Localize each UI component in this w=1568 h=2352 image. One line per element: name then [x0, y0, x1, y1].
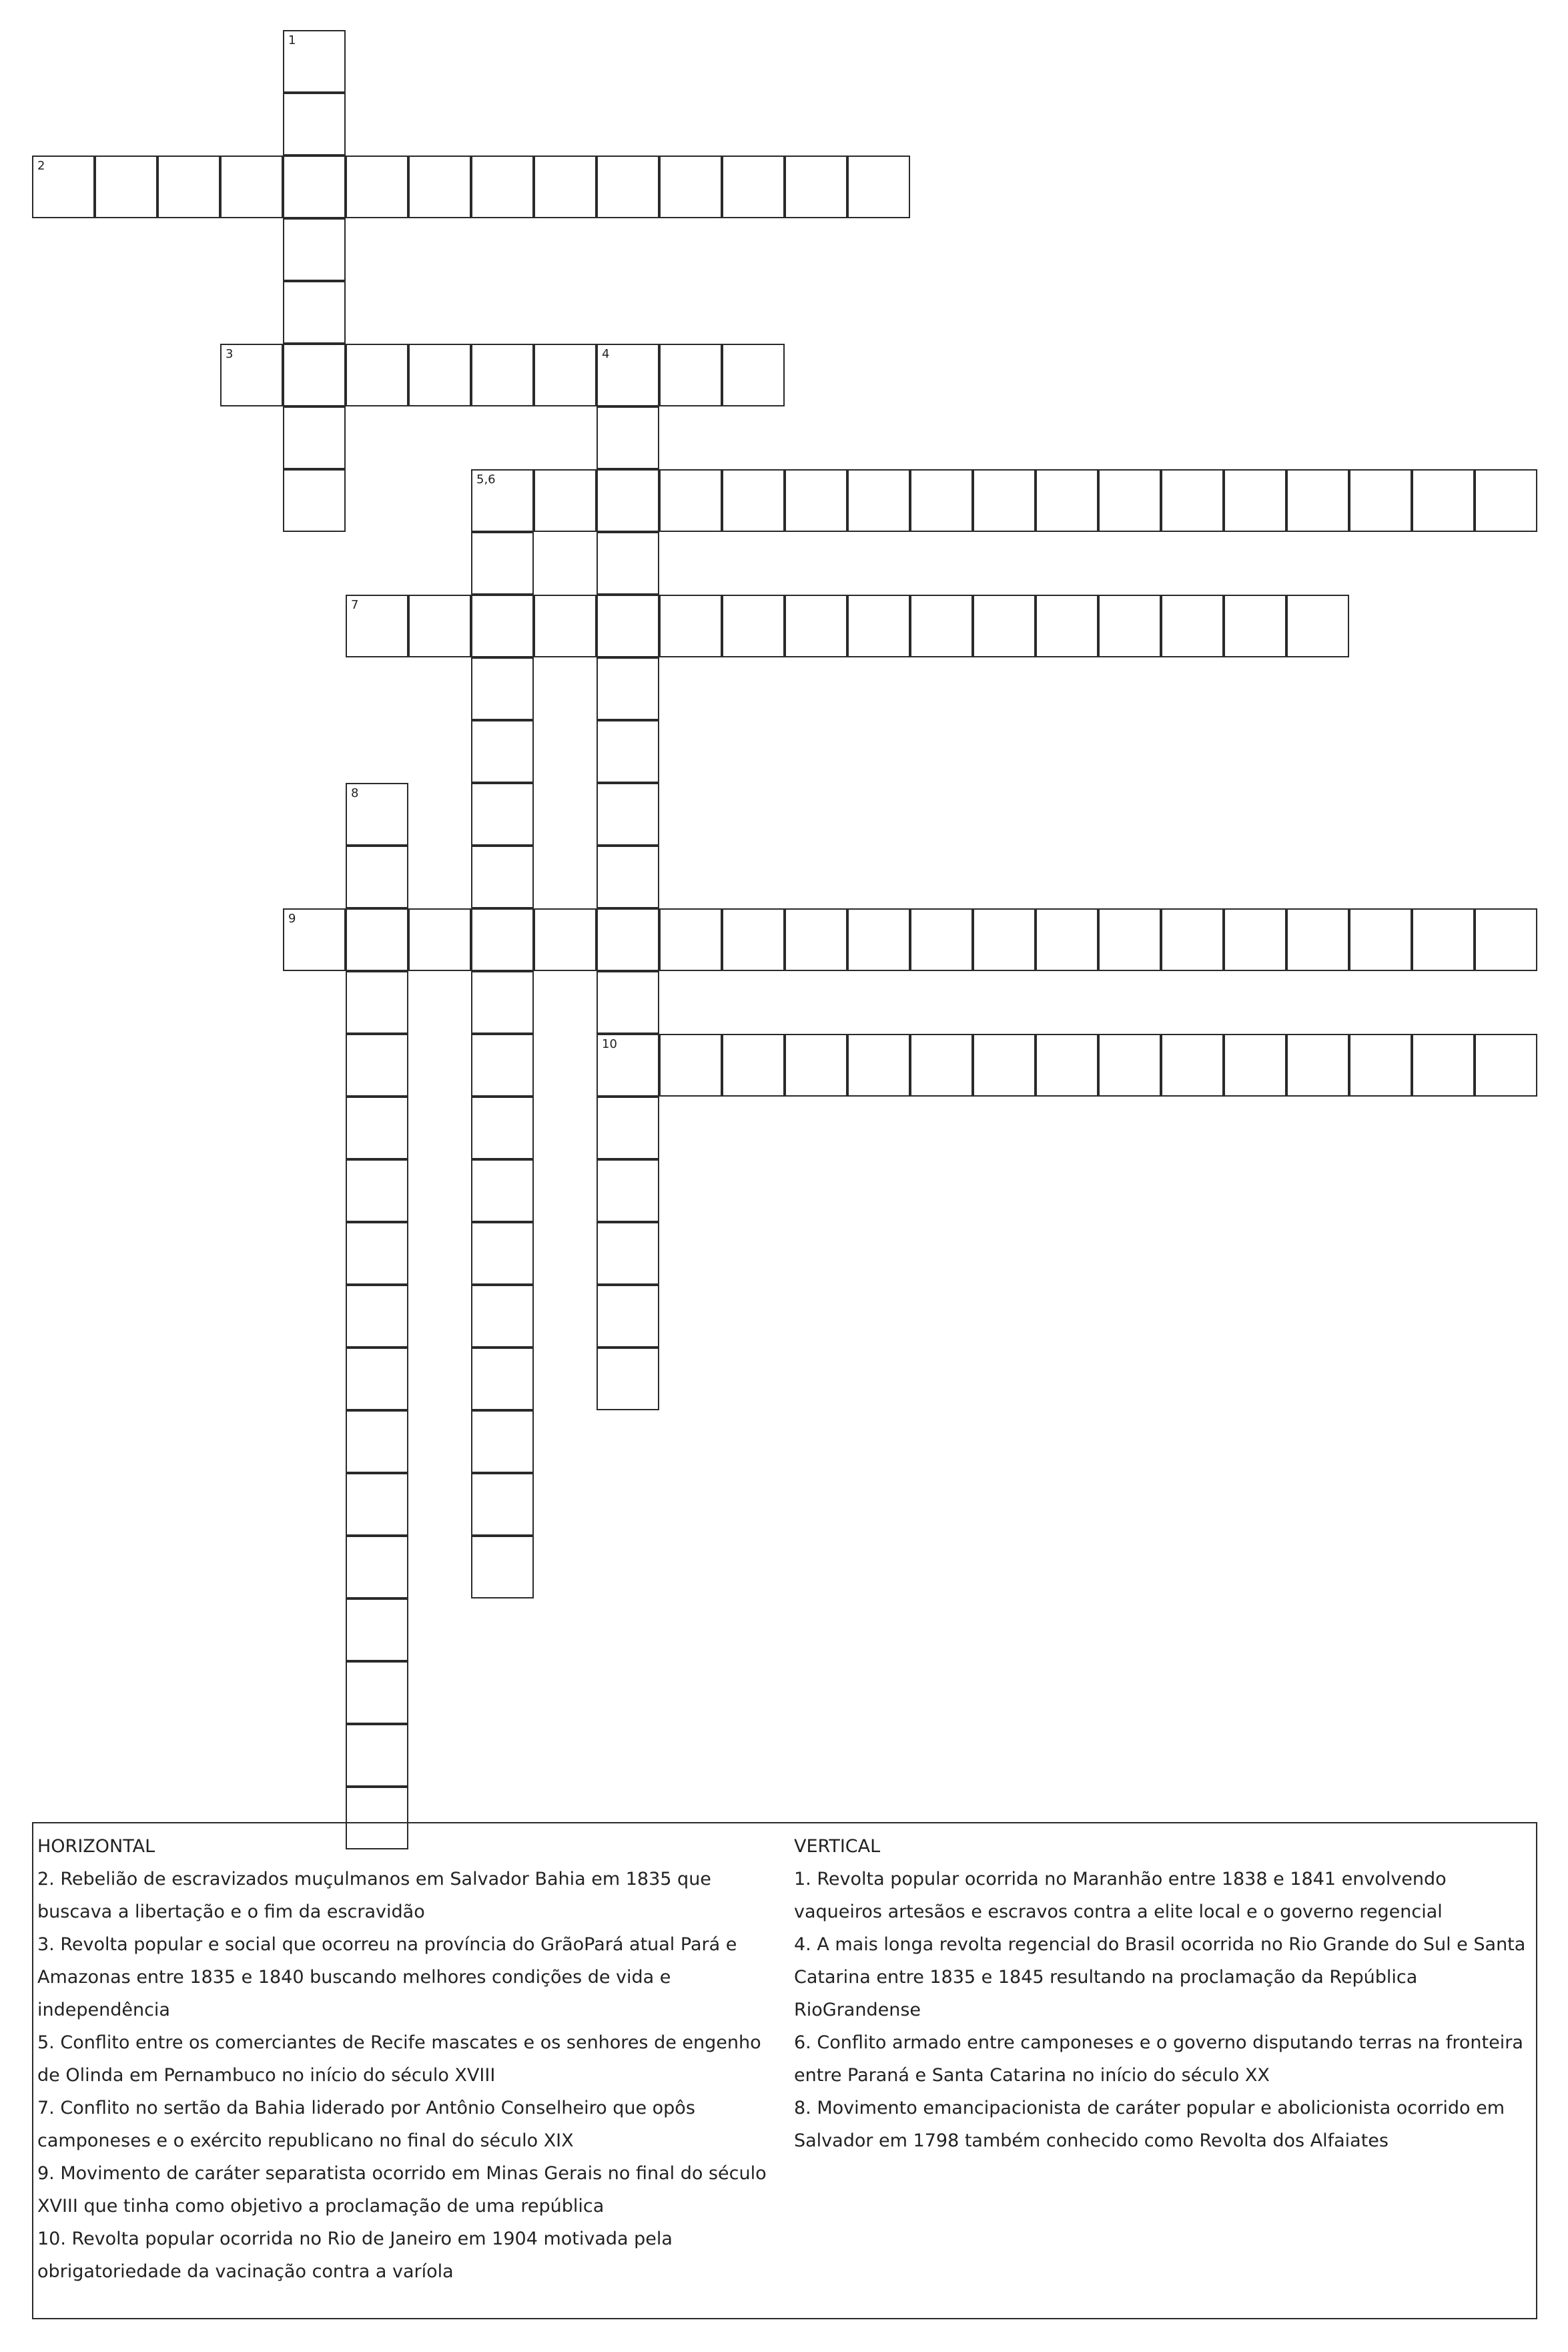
- crossword-cell[interactable]: [408, 156, 471, 218]
- crossword-cell[interactable]: [1098, 595, 1161, 657]
- clue-8-down: 8. Movimento emancipacionista de caráter popular e abolicionista ocorrido em Salvador em 1798 também conhecido como Revolta dos Alfaiates: [794, 2098, 1505, 2151]
- clue-number: 8: [351, 786, 359, 800]
- crossword-cell[interactable]: [1475, 1034, 1537, 1097]
- crossword-cell[interactable]: [659, 1034, 722, 1097]
- crossword-cell[interactable]: [471, 1159, 534, 1222]
- crossword-cell[interactable]: [597, 1222, 659, 1285]
- crossword-cell[interactable]: [597, 1034, 659, 1097]
- crossword-cell[interactable]: [1161, 469, 1224, 532]
- clue-4-down: 4. A mais longa revolta regencial do Brasil ocorrida no Rio Grande do Sul e Santa Catarina entre 1835 e 1845 resultando na proclamação da República RioGrandense: [794, 1934, 1526, 2020]
- crossword-cell[interactable]: [1412, 908, 1475, 971]
- crossword-cell[interactable]: [1475, 469, 1537, 532]
- crossword-cell[interactable]: [597, 783, 659, 846]
- crossword-cell[interactable]: [471, 1473, 534, 1536]
- crossword-cell[interactable]: [471, 532, 534, 595]
- crossword-cell[interactable]: [597, 595, 659, 657]
- vertical-clues: [794, 1830, 1532, 2157]
- crossword-cell[interactable]: [597, 908, 659, 971]
- crossword-cell[interactable]: [283, 469, 346, 532]
- crossword-cell[interactable]: [1224, 595, 1286, 657]
- crossword-cell[interactable]: [1224, 1034, 1286, 1097]
- crossword-cell[interactable]: [1036, 595, 1098, 657]
- crossword-cell[interactable]: [910, 1034, 973, 1097]
- crossword-cell[interactable]: [471, 971, 534, 1034]
- crossword-cell[interactable]: [1349, 1034, 1412, 1097]
- crossword-cell[interactable]: [973, 908, 1036, 971]
- crossword-cell[interactable]: [471, 783, 534, 846]
- clue-number: 7: [351, 598, 359, 612]
- crossword-cell[interactable]: [283, 30, 346, 93]
- crossword-cell[interactable]: [471, 1285, 534, 1348]
- crossword-cell[interactable]: [973, 1034, 1036, 1097]
- crossword-cell[interactable]: [659, 469, 722, 532]
- crossword-cell[interactable]: [910, 595, 973, 657]
- vertical-heading: VERTICAL: [794, 1836, 881, 1857]
- crossword-cell[interactable]: [659, 908, 722, 971]
- crossword-cell[interactable]: [847, 156, 910, 218]
- crossword-cell[interactable]: [471, 908, 534, 971]
- crossword-cell[interactable]: [1349, 908, 1412, 971]
- crossword-cell[interactable]: [785, 595, 847, 657]
- crossword-cell[interactable]: [283, 908, 346, 971]
- clue-7-across: 7. Conflito no sertão da Bahia liderado por Antônio Conselheiro que opôs camponeses e o exército republicano no final do século XIX: [37, 2098, 695, 2151]
- crossword-cell[interactable]: [597, 1285, 659, 1348]
- crossword-cell[interactable]: [408, 344, 471, 406]
- crossword-cell[interactable]: [471, 720, 534, 783]
- crossword-cell[interactable]: [346, 1285, 408, 1348]
- crossword-cell[interactable]: [283, 344, 346, 406]
- crossword-cell[interactable]: [910, 469, 973, 532]
- crossword-cell[interactable]: [346, 1097, 408, 1159]
- crossword-cell[interactable]: [1161, 908, 1224, 971]
- crossword-cell[interactable]: [597, 532, 659, 595]
- clue-6-down: 6. Conflito armado entre camponeses e o governo disputando terras na fronteira entre Paraná e Santa Catarina no início do século XX: [794, 2032, 1523, 2086]
- crossword-cell[interactable]: [785, 908, 847, 971]
- crossword-cell[interactable]: [95, 156, 157, 218]
- crossword-cell[interactable]: [597, 344, 659, 406]
- horizontal-clues: [37, 1830, 785, 2288]
- crossword-cell[interactable]: [346, 1159, 408, 1222]
- crossword-cell[interactable]: [973, 469, 1036, 532]
- crossword-cell[interactable]: [283, 281, 346, 344]
- crossword-cell[interactable]: [471, 1222, 534, 1285]
- crossword-cell[interactable]: [157, 156, 220, 218]
- crossword-cell[interactable]: [346, 971, 408, 1034]
- crossword-cell[interactable]: [597, 156, 659, 218]
- clue-number: 9: [288, 912, 296, 926]
- crossword-cell[interactable]: [283, 156, 346, 218]
- clue-2-across: 2. Rebelião de escravizados muçulmanos em Salvador Bahia em 1835 que buscava a libertação e o fim da escravidão: [37, 1869, 711, 1922]
- crossword-cell[interactable]: [346, 1473, 408, 1536]
- crossword-cell[interactable]: [346, 1661, 408, 1724]
- crossword-cell[interactable]: [722, 908, 785, 971]
- crossword-cell[interactable]: [847, 908, 910, 971]
- crossword-cell[interactable]: [1224, 908, 1286, 971]
- crossword-cell[interactable]: [659, 156, 722, 218]
- clue-number: 1: [288, 33, 296, 47]
- crossword-cell[interactable]: [1224, 469, 1286, 532]
- crossword-cell[interactable]: [847, 469, 910, 532]
- crossword-cell[interactable]: [534, 908, 597, 971]
- crossword-cell[interactable]: [597, 1348, 659, 1410]
- crossword-cell[interactable]: [346, 783, 408, 846]
- horizontal-heading: HORIZONTAL: [37, 1836, 155, 1857]
- crossword-cell[interactable]: [346, 1222, 408, 1285]
- crossword-cell[interactable]: [1286, 469, 1349, 532]
- crossword-cell[interactable]: [471, 1348, 534, 1410]
- crossword-cell[interactable]: [471, 846, 534, 908]
- crossword-cell[interactable]: [346, 1536, 408, 1598]
- crossword-cell[interactable]: [1412, 469, 1475, 532]
- crossword-cell[interactable]: [597, 846, 659, 908]
- crossword-cell[interactable]: [346, 1724, 408, 1787]
- crossword-cell[interactable]: [283, 406, 346, 469]
- crossword-cell[interactable]: [471, 595, 534, 657]
- crossword-cell[interactable]: [471, 1097, 534, 1159]
- clue-number: 4: [602, 347, 610, 361]
- crossword-cell[interactable]: [722, 595, 785, 657]
- crossword-cell[interactable]: [471, 156, 534, 218]
- crossword-cell[interactable]: [1286, 595, 1349, 657]
- crossword-cell[interactable]: [910, 908, 973, 971]
- crossword-cell[interactable]: [785, 156, 847, 218]
- crossword-cell[interactable]: [1286, 908, 1349, 971]
- clue-10-across: 10. Revolta popular ocorrida no Rio de Janeiro em 1904 motivada pela obrigatoriedade da vacinação contra a varíola: [37, 2229, 673, 2282]
- crossword-cell[interactable]: [1098, 469, 1161, 532]
- clue-9-across: 9. Movimento de caráter separatista ocorrido em Minas Gerais no final do século XVIII que tinha como objetivo a proclamação de uma república: [37, 2163, 767, 2217]
- crossword-cell[interactable]: [220, 156, 283, 218]
- crossword-cell[interactable]: [534, 156, 597, 218]
- crossword-cell[interactable]: [1098, 1034, 1161, 1097]
- clue-3-across: 3. Revolta popular e social que ocorreu na província do GrãoPará atual Pará e Amazonas entre 1835 e 1840 buscando melhores condições de vida e independência: [37, 1934, 737, 2020]
- clue-number: 3: [226, 347, 234, 361]
- crossword-cell[interactable]: [1412, 1034, 1475, 1097]
- crossword-cell[interactable]: [346, 846, 408, 908]
- crossword-cell[interactable]: [597, 1159, 659, 1222]
- clues-box: [32, 1822, 1537, 2319]
- crossword-cell[interactable]: [471, 344, 534, 406]
- crossword-cell[interactable]: [346, 156, 408, 218]
- clue-number: 2: [37, 159, 45, 173]
- crossword-cell[interactable]: [346, 1410, 408, 1473]
- crossword-cell[interactable]: [1286, 1034, 1349, 1097]
- crossword-cell[interactable]: [973, 595, 1036, 657]
- crossword-cell[interactable]: [722, 1034, 785, 1097]
- crossword-cell[interactable]: [1475, 908, 1537, 971]
- crossword-cell[interactable]: [597, 657, 659, 720]
- clue-number: 5,6: [476, 473, 496, 487]
- crossword-cell[interactable]: [471, 469, 534, 532]
- crossword-cell[interactable]: [346, 595, 408, 657]
- crossword-cell[interactable]: [847, 595, 910, 657]
- crossword-cell[interactable]: [346, 908, 408, 971]
- crossword-cell[interactable]: [346, 1598, 408, 1661]
- crossword-cell[interactable]: [534, 595, 597, 657]
- crossword-cell[interactable]: [722, 156, 785, 218]
- crossword-cell[interactable]: [283, 93, 346, 156]
- crossword-cell[interactable]: [471, 1034, 534, 1097]
- crossword-cell[interactable]: [659, 595, 722, 657]
- crossword-cell[interactable]: [597, 720, 659, 783]
- crossword-cell[interactable]: [785, 1034, 847, 1097]
- crossword-cell[interactable]: [659, 344, 722, 406]
- crossword-cell[interactable]: [32, 156, 95, 218]
- crossword-cell[interactable]: [785, 469, 847, 532]
- crossword-cell[interactable]: [1349, 469, 1412, 532]
- crossword-cell[interactable]: [597, 406, 659, 469]
- crossword-cell[interactable]: [722, 469, 785, 532]
- crossword-cell[interactable]: [722, 344, 785, 406]
- crossword-cell[interactable]: [346, 1348, 408, 1410]
- crossword-cell[interactable]: [534, 344, 597, 406]
- crossword-cell[interactable]: [1161, 1034, 1224, 1097]
- crossword-cell[interactable]: [597, 971, 659, 1034]
- crossword-cell[interactable]: [534, 469, 597, 532]
- crossword-cell[interactable]: [597, 1097, 659, 1159]
- crossword-cell[interactable]: [220, 344, 283, 406]
- crossword-cell[interactable]: [597, 469, 659, 532]
- crossword-cell[interactable]: [1036, 1034, 1098, 1097]
- crossword-cell[interactable]: [471, 657, 534, 720]
- crossword-cell[interactable]: [1036, 469, 1098, 532]
- crossword-cell[interactable]: [471, 1536, 534, 1598]
- crossword-cell[interactable]: [1161, 595, 1224, 657]
- clue-1-down: 1. Revolta popular ocorrida no Maranhão entre 1838 e 1841 envolvendo vaqueiros artesãos e escravos contra a elite local e o governo regencial: [794, 1869, 1447, 1922]
- crossword-cell[interactable]: [408, 595, 471, 657]
- crossword-cell[interactable]: [346, 1034, 408, 1097]
- crossword-cell[interactable]: [847, 1034, 910, 1097]
- clue-5-across: 5. Conflito entre os comerciantes de Recife mascates e os senhores de engenho de Olinda em Pernambuco no início do século XVIII: [37, 2032, 761, 2086]
- crossword-cell[interactable]: [471, 1410, 534, 1473]
- crossword-cell[interactable]: [283, 218, 346, 281]
- crossword-cell[interactable]: [1036, 908, 1098, 971]
- crossword-cell[interactable]: [346, 344, 408, 406]
- clue-number: 10: [602, 1037, 617, 1051]
- crossword-cell[interactable]: [408, 908, 471, 971]
- crossword-cell[interactable]: [1098, 908, 1161, 971]
